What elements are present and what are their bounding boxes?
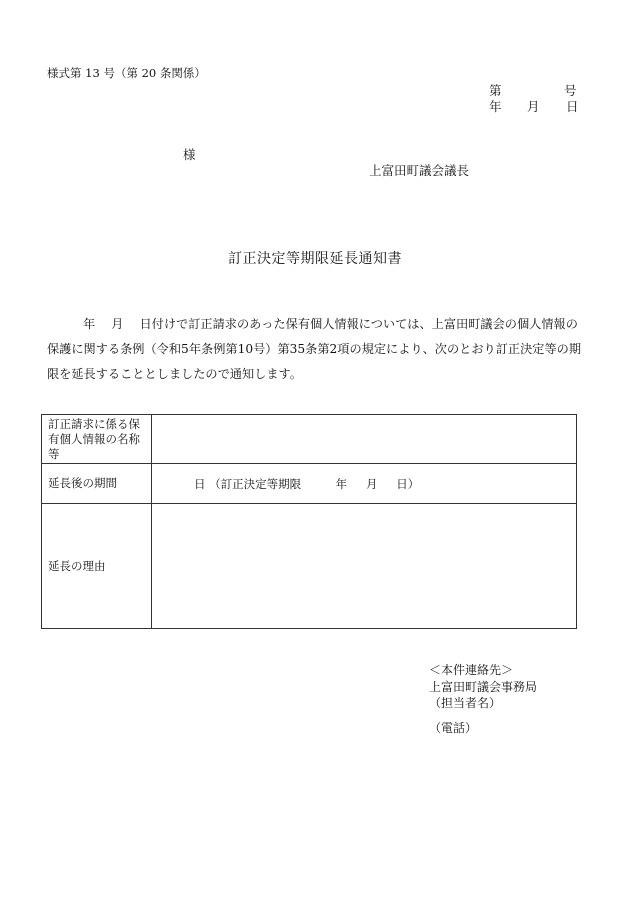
- date-year-label: 年: [489, 99, 502, 114]
- document-number-prefix: 第: [489, 83, 502, 98]
- document-title: 訂正決定等期限延長通知書: [228, 251, 402, 267]
- table-row-value: [152, 415, 577, 464]
- form-number: 様式第 13 号（第 20 条関係）: [47, 66, 206, 80]
- table-row-label: 延長後の期間: [42, 464, 152, 504]
- table-row: [42, 464, 577, 504]
- date-month-label: 月: [527, 99, 540, 114]
- contact-person: （担当者名）: [429, 696, 502, 710]
- table-row-label: 訂正請求に係る保有個人情報の名称等: [42, 415, 152, 464]
- date-day-label: 日: [566, 99, 579, 114]
- document-number-suffix: 号: [564, 83, 577, 98]
- table-row-value: [152, 504, 577, 629]
- contact-phone: （電話）: [429, 720, 478, 735]
- addressee-honorific: 様: [183, 147, 196, 162]
- contact-office: 上富田町議会事務局: [429, 679, 538, 694]
- extension-info-table: [41, 414, 577, 629]
- sender-name: 上富田町議会議長: [369, 163, 470, 178]
- table-row: [42, 415, 577, 464]
- contact-heading: ＜本件連絡先＞: [429, 663, 514, 677]
- contact-block: [429, 662, 537, 736]
- table-row: [42, 504, 577, 629]
- table-row-label: 延長の理由: [42, 504, 152, 629]
- table-row-value: 日 （訂正決定等期限 年 月 日）: [152, 464, 577, 504]
- notice-paragraph: 年 月 日付けで訂正請求のあった保有個人情報については、上富田町議会の個人情報の保護に関する条例（令和5年条例第10号）第35条第2項の規定により、次のとおり訂正決定等の期限を延長することとしましたので通知します。: [47, 317, 582, 381]
